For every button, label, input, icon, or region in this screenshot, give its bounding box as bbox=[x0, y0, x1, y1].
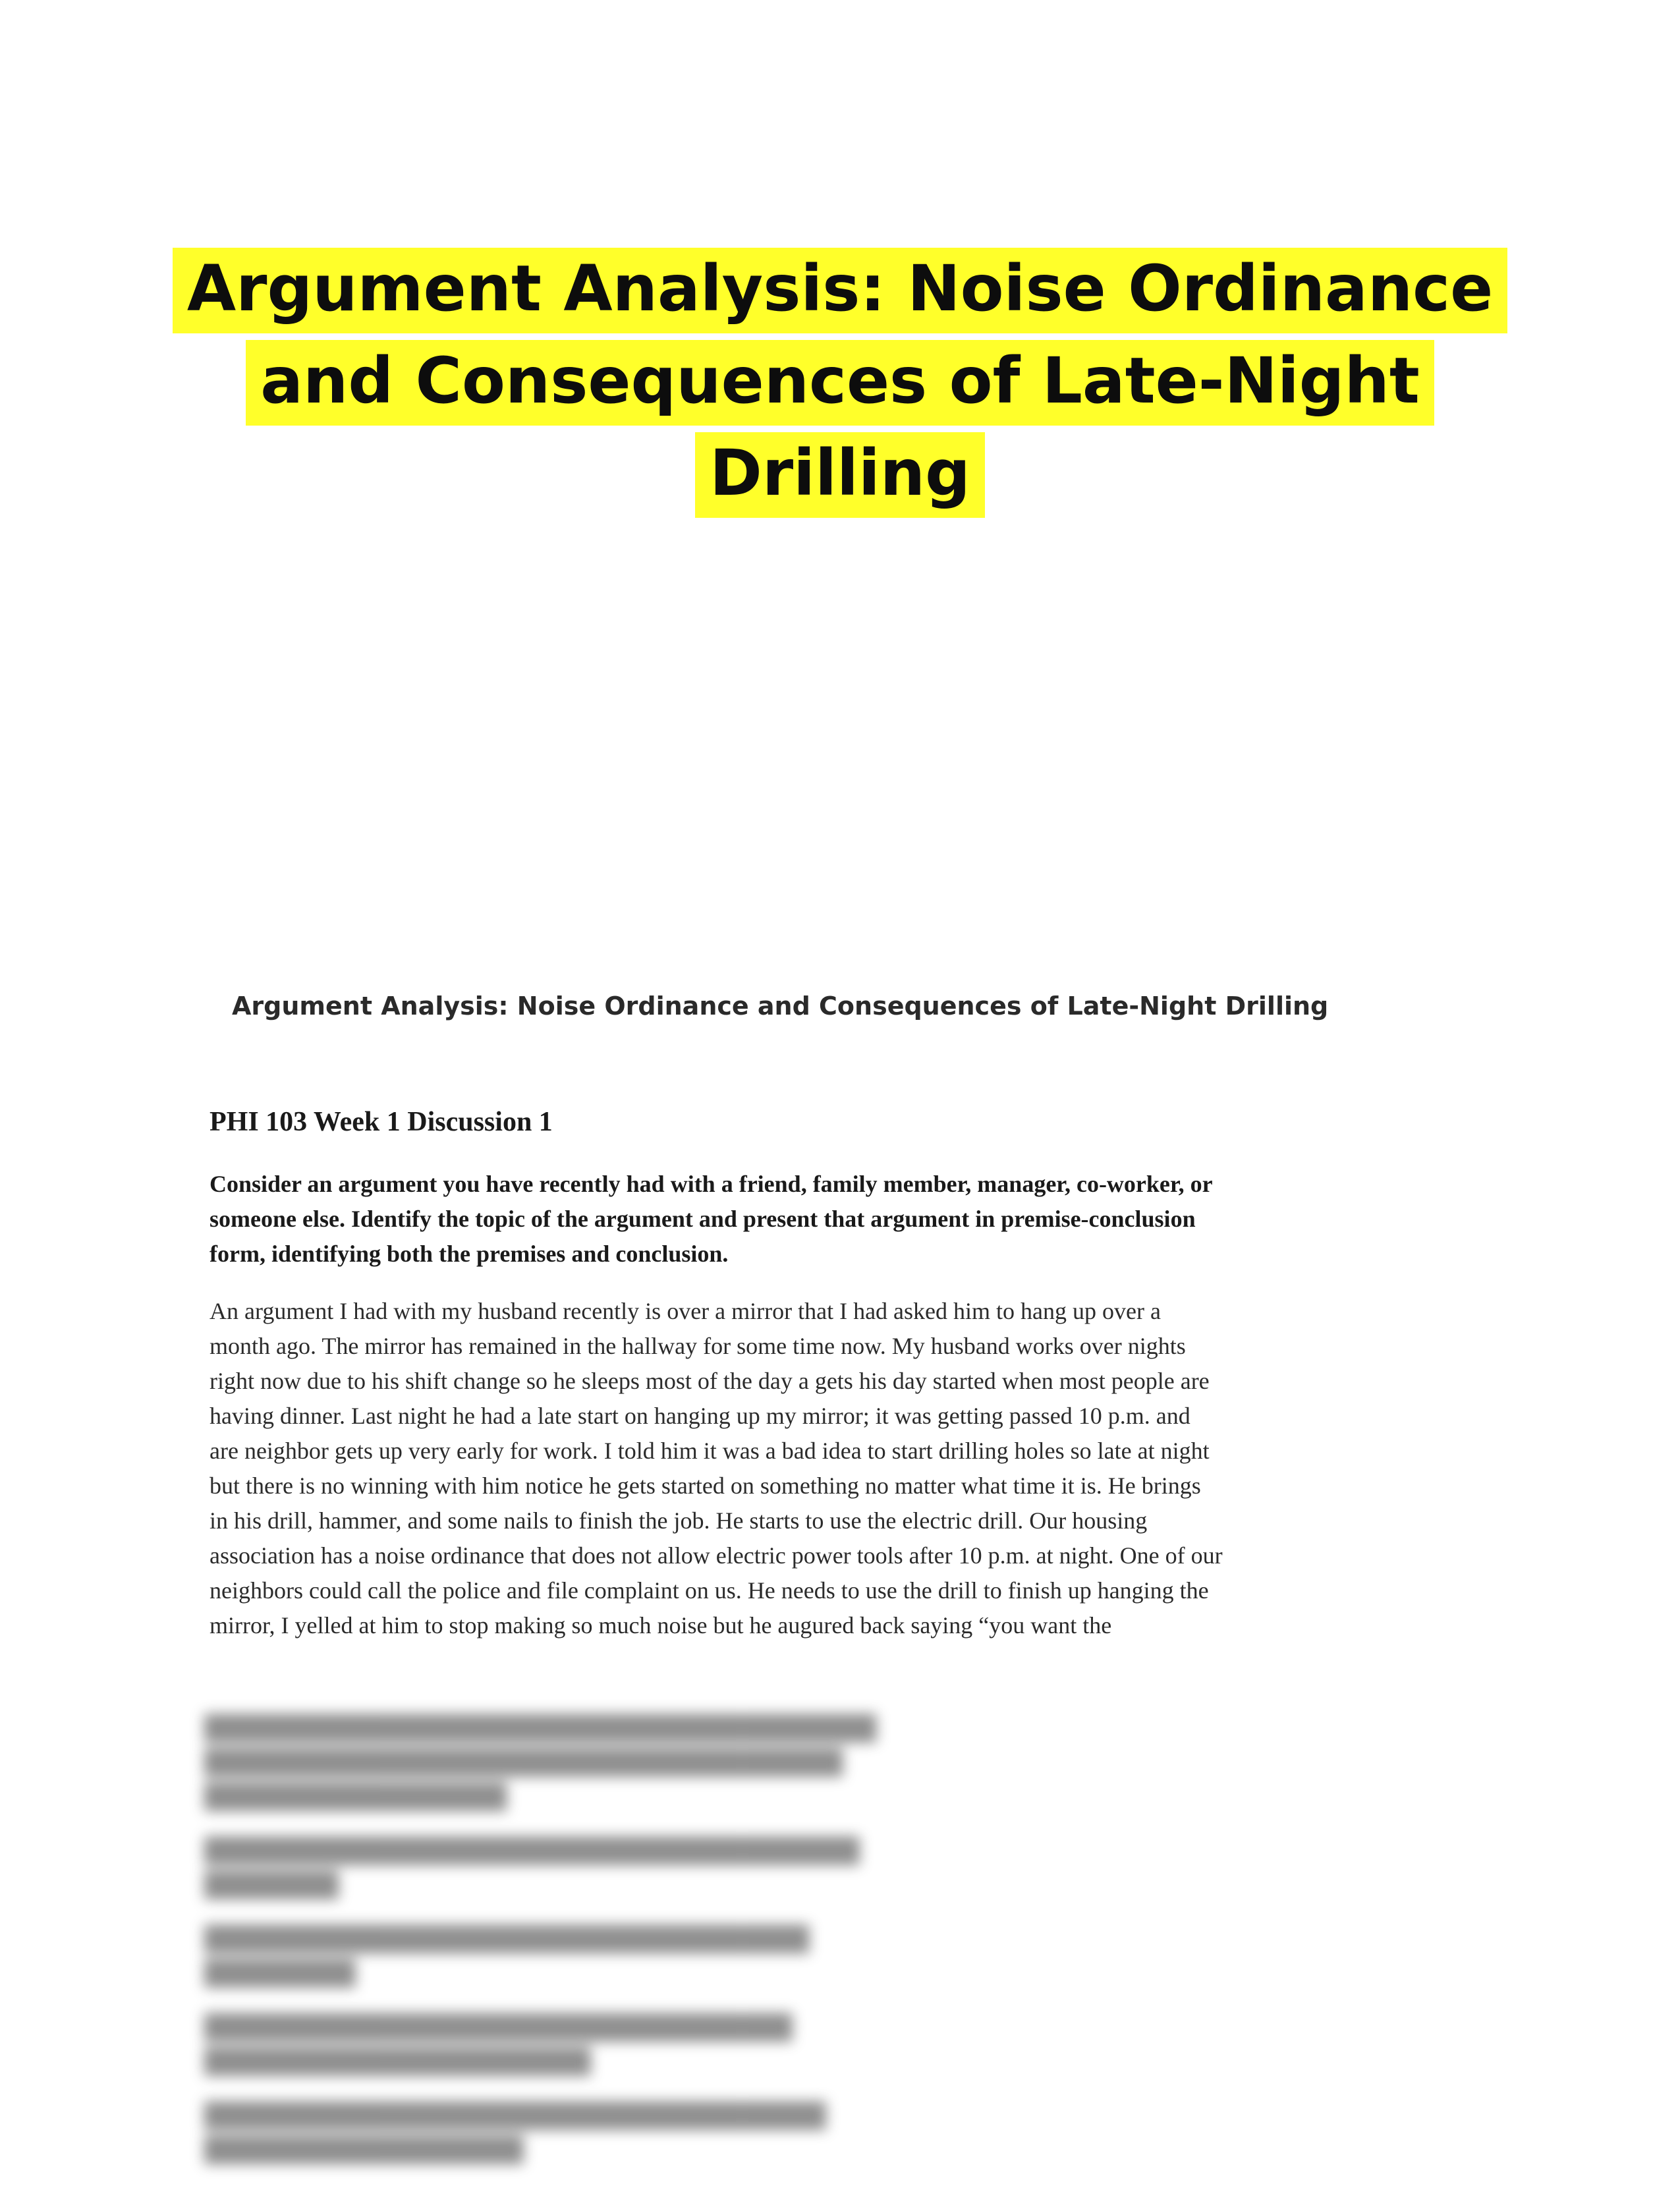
document-preview bbox=[210, 992, 1329, 1643]
answer-body: An argument I had with my husband recently is over a mirror that I had asked him to hang up over a month ago. The mirror has remained in the hallway for some time now. My husband works over nights right now due to his shift change so he sleeps most of the day a gets his day started when most people are having dinner. Last night he had a late start on hanging up my mirror; it was getting passed 10 p.m. and are neighbor gets up very early for work. I told him it was a bad idea to start drilling holes so late at night but there is no winning with him notice he gets started on something no matter what time it is. He brings in his drill, hammer, and some nails to finish the job. He starts to use the electric drill. Our housing association has a noise ordinance that does not allow electric power tools after 10 p.m. at night. One of our neighbors could call the police and file complaint on us. He needs to use the drill to finish up hanging the mirror, I yelled at him to stop making so much noise but he augured back saying “you want the bbox=[210, 1298, 1223, 1639]
discussion-prompt: Consider an argument you have recently had with a friend, family member, manager, co-worker, or someone else. Identify the topic of the argument and present that argument in premise-conclusion form, identifying both the premises and conclusion. bbox=[210, 1171, 1212, 1267]
cover-title-line-2: and Consequences of Late-Night bbox=[0, 335, 1680, 427]
cover-title-line-1: Argument Analysis: Noise Ordinance bbox=[0, 242, 1680, 335]
blurred-content: ████████████████████████████████████████ ██████████████████████████████████████ ██████████████████ ███████████████████████████████████████ ████████ ████████████████████████████████████ █████████ ███████████████████████████████████ ███████████████████████ █████████████████████████████████████ ███████████████████ bbox=[204, 1714, 877, 2162]
course-title: PHI 103 Week 1 Discussion 1 bbox=[210, 1107, 553, 1137]
cover-title bbox=[0, 242, 1680, 519]
cover-title-line-3: Drilling bbox=[0, 427, 1680, 519]
document-heading: Argument Analysis: Noise Ordinance and Consequences of Late-Night Drilling bbox=[232, 992, 1329, 1021]
